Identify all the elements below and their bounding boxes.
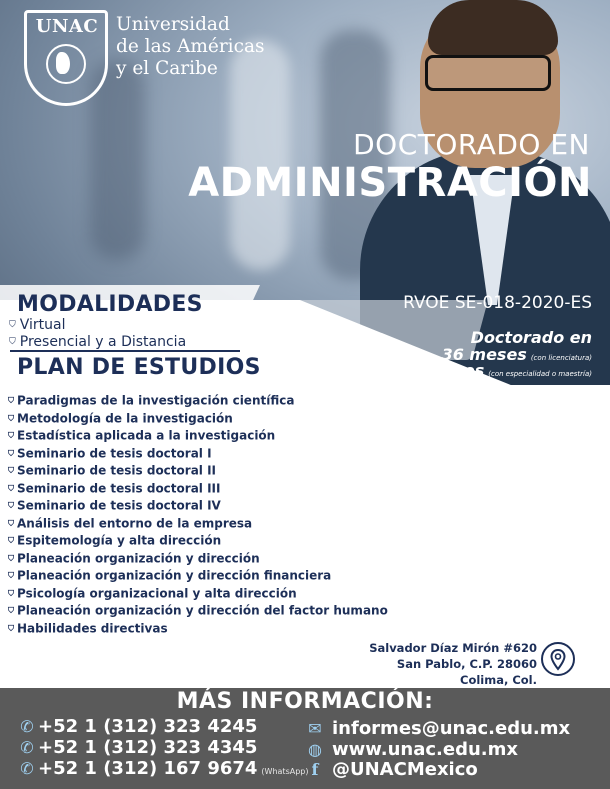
course-list — [8, 392, 388, 637]
duration-value: 24 meses — [398, 361, 485, 380]
website-link[interactable] — [304, 739, 518, 760]
glasses — [425, 55, 551, 91]
bullet-icon: ⛉ — [8, 553, 14, 563]
course-item — [8, 602, 388, 620]
phone-icon: ✆ — [20, 717, 34, 736]
course-item — [8, 480, 388, 498]
campus-address — [369, 640, 537, 688]
rvoe-code: RVOE SE-018-2020-ES — [403, 293, 592, 313]
footer-title: MÁS INFORMACIÓN: — [176, 689, 434, 714]
course-label: Seminario de tesis doctoral I — [17, 445, 212, 460]
course-label: Planeación organización y dirección — [17, 550, 260, 565]
email-contact[interactable] — [304, 718, 570, 739]
globe-icon: ◍ — [308, 740, 322, 759]
duration-note: (con licenciatura) — [530, 354, 592, 362]
course-label: Planeación organización y dirección del factor humano — [17, 603, 388, 618]
course-label: Seminario de tesis doctoral II — [17, 463, 217, 478]
plan-title: PLAN DE ESTUDIOS — [17, 355, 261, 380]
phone-number: +52 1 (312) 323 4345 — [38, 737, 258, 758]
whatsapp-icon: ✆ — [20, 759, 34, 778]
modalidades-title: MODALIDADES — [17, 292, 203, 317]
phone-number: +52 1 (312) 323 4245 — [38, 716, 258, 737]
course-item — [8, 445, 388, 463]
course-item — [8, 515, 388, 533]
globe-icon — [46, 44, 86, 84]
course-item — [8, 462, 388, 480]
bullet-icon: ⛉ — [8, 448, 14, 458]
course-item — [8, 620, 388, 638]
duration-value: 36 meses — [441, 345, 527, 364]
bullet-icon: ⛉ — [8, 588, 14, 598]
bullet-icon: ⛉ — [9, 320, 16, 330]
duration-option-2 — [399, 361, 592, 380]
university-name-line2: de las Américas — [116, 36, 265, 57]
university-name — [116, 14, 316, 80]
whatsapp-contact[interactable] — [18, 758, 308, 779]
bullet-icon: ⛉ — [8, 571, 14, 580]
course-label: Análisis del entorno de la empresa — [17, 515, 253, 530]
facebook-icon: f — [311, 760, 319, 779]
course-item — [8, 550, 388, 568]
course-item — [8, 585, 388, 603]
course-item — [8, 532, 388, 550]
course-item — [8, 427, 388, 445]
address-line2: San Pablo, C.P. 28060 — [396, 657, 537, 671]
logo-acronym: UNAC — [35, 16, 99, 37]
phone-number: +52 1 (312) 167 9674 — [38, 758, 258, 779]
course-label: Espitemología y alta dirección — [17, 533, 222, 548]
address-line1: Salvador Díaz Mirón #620 — [369, 641, 537, 655]
email-address: informes@unac.edu.mx — [332, 718, 571, 739]
course-label: Seminario de tesis doctoral III — [17, 480, 221, 495]
course-label: Paradigmas de la investigación científica — [17, 393, 295, 408]
course-label: Metodología de la investigación — [17, 410, 233, 425]
program-title-line1: DOCTORADO EN — [353, 128, 590, 161]
website-url: www.unac.edu.mx — [332, 739, 518, 760]
phone-contact[interactable] — [18, 737, 257, 758]
bullet-icon: ⛉ — [8, 606, 14, 615]
duration-note: (con especialidad o maestría) — [488, 370, 592, 378]
bullet-icon: ⛉ — [8, 518, 14, 528]
course-label: Habilidades directivas — [17, 620, 168, 635]
facebook-handle: @UNACMexico — [332, 759, 478, 780]
bullet-icon: ⛉ — [8, 623, 14, 633]
location-pin-icon — [541, 642, 575, 676]
envelope-icon: ✉ — [308, 719, 322, 738]
modalidad-item — [9, 317, 66, 333]
phone-contact[interactable] — [18, 716, 257, 737]
university-name-line1: Universidad — [116, 14, 230, 35]
address-line3: Colima, Col. — [460, 673, 537, 687]
modalidad-label: Presencial y a Distancia — [19, 334, 187, 350]
whatsapp-label: (WhatsApp) — [261, 767, 309, 776]
bullet-icon: ⛉ — [8, 431, 14, 440]
bullet-icon: ⛉ — [8, 483, 14, 493]
course-item — [8, 410, 388, 428]
university-name-line3: y el Caribe — [116, 58, 218, 79]
course-label: Planeación organización y dirección financiera — [17, 568, 332, 583]
course-item — [8, 392, 388, 410]
bullet-icon: ⛉ — [8, 413, 14, 423]
program-title-line2: ADMINISTRACIÓN — [188, 160, 592, 206]
course-label: Psicología organizacional y alta dirección — [17, 585, 297, 600]
course-item — [8, 497, 388, 515]
modalidad-label: Virtual — [19, 317, 66, 333]
bullet-icon: ⛉ — [8, 501, 14, 510]
modalidad-item — [9, 334, 186, 350]
bullet-icon: ⛉ — [8, 466, 14, 475]
bullet-icon: ⛉ — [8, 536, 14, 545]
phone-icon: ✆ — [20, 738, 34, 757]
duration-heading: Doctorado en — [470, 328, 592, 347]
divider — [10, 350, 240, 352]
course-label: Seminario de tesis doctoral IV — [17, 498, 221, 513]
course-item — [8, 567, 388, 585]
bullet-icon: ⛉ — [8, 396, 14, 405]
course-label: Estadística aplicada a la investigación — [17, 428, 276, 443]
man-hair — [428, 0, 558, 55]
bullet-icon: ⛉ — [9, 337, 16, 347]
facebook-link[interactable] — [304, 759, 478, 780]
